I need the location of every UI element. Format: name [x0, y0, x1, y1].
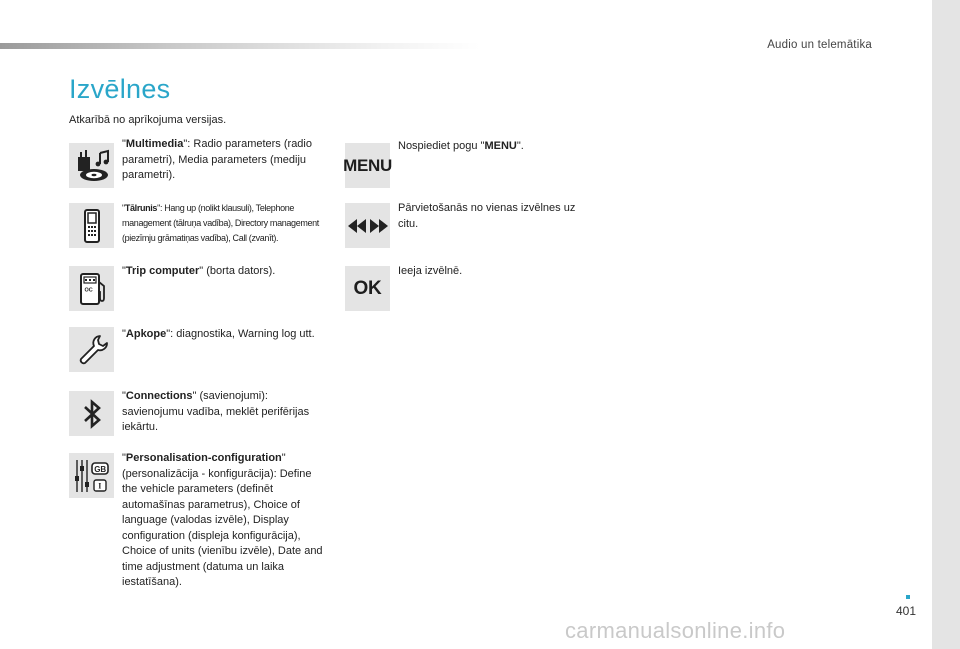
menu-button-description: Nospiediet pogu "MENU". [398, 140, 524, 152]
ok-button-description: Ieeja izvēlnē. [398, 265, 463, 277]
settings-sliders-icon [72, 456, 112, 496]
trip-computer-description: "Trip computer" (borta dators). [122, 265, 276, 277]
fuel-pump-icon [73, 270, 111, 308]
telephone-description: "Tālrunis": Hang up (nolikt klausuli), Telephone management (tālruņa vadība), Directory management (piezīmju grāmatiņas vadība), Call (zvanīt). [122, 203, 319, 243]
menu-button-label: MENU [343, 155, 392, 175]
multimedia-description: "Multimedia": Radio parameters (radio parametri), Media parameters (mediju parametri). [122, 138, 312, 181]
maintenance-description: "Apkope": diagnostika, Warning log utt. [122, 328, 315, 340]
page-edge-strip [932, 0, 960, 649]
ok-button-label: OK [353, 277, 382, 299]
connections-description: "Connections" (savienojumi): savienojumu vadība, meklēt perifērijas iekārtu. [122, 390, 310, 433]
multimedia-icon [73, 147, 111, 185]
intro-text: Atkarībā no aprīkojuma versijas. [69, 114, 227, 126]
arrows-icon-box [345, 203, 390, 248]
page-title: Izvēlnes [69, 74, 171, 104]
svg-text:OC: OC [84, 287, 93, 293]
svg-text:GB: GB [93, 464, 106, 474]
page-number: 401 [896, 604, 917, 618]
phone-icon-box [69, 203, 114, 248]
page-marker-dot [906, 595, 910, 599]
bluetooth-icon [73, 395, 111, 433]
maintenance-icon-box [69, 327, 114, 372]
navigation-description: Pārvietošanās no vienas izvēlnes uz citu. [398, 202, 576, 230]
ok-button-icon-box [345, 266, 390, 311]
phone-icon [73, 207, 111, 245]
connections-icon-box [69, 391, 114, 436]
skip-arrows-icon [346, 216, 390, 236]
personalisation-icon-box [69, 453, 114, 498]
watermark: carmanualsonline.info [565, 618, 786, 643]
menu-button-icon-box [345, 143, 390, 188]
wrench-icon [73, 331, 111, 369]
trip-computer-icon-box [69, 266, 114, 311]
svg-text:I: I [97, 481, 101, 490]
multimedia-icon-box [69, 143, 114, 188]
personalisation-description: "Personalisation-configuration" (personalizācija - konfigurācija): Define the vehicle parameters (definēt automašīnas parametrus), Choice of language (valodas izvēle), Display configuration (displeja konfigurācija), Choice of units (vienību izvēle), Date and time adjustment (datuma un laika iestatīšana). [122, 452, 323, 588]
header-gradient-bar [0, 43, 480, 49]
section-header: Audio un telemātika [767, 39, 872, 51]
